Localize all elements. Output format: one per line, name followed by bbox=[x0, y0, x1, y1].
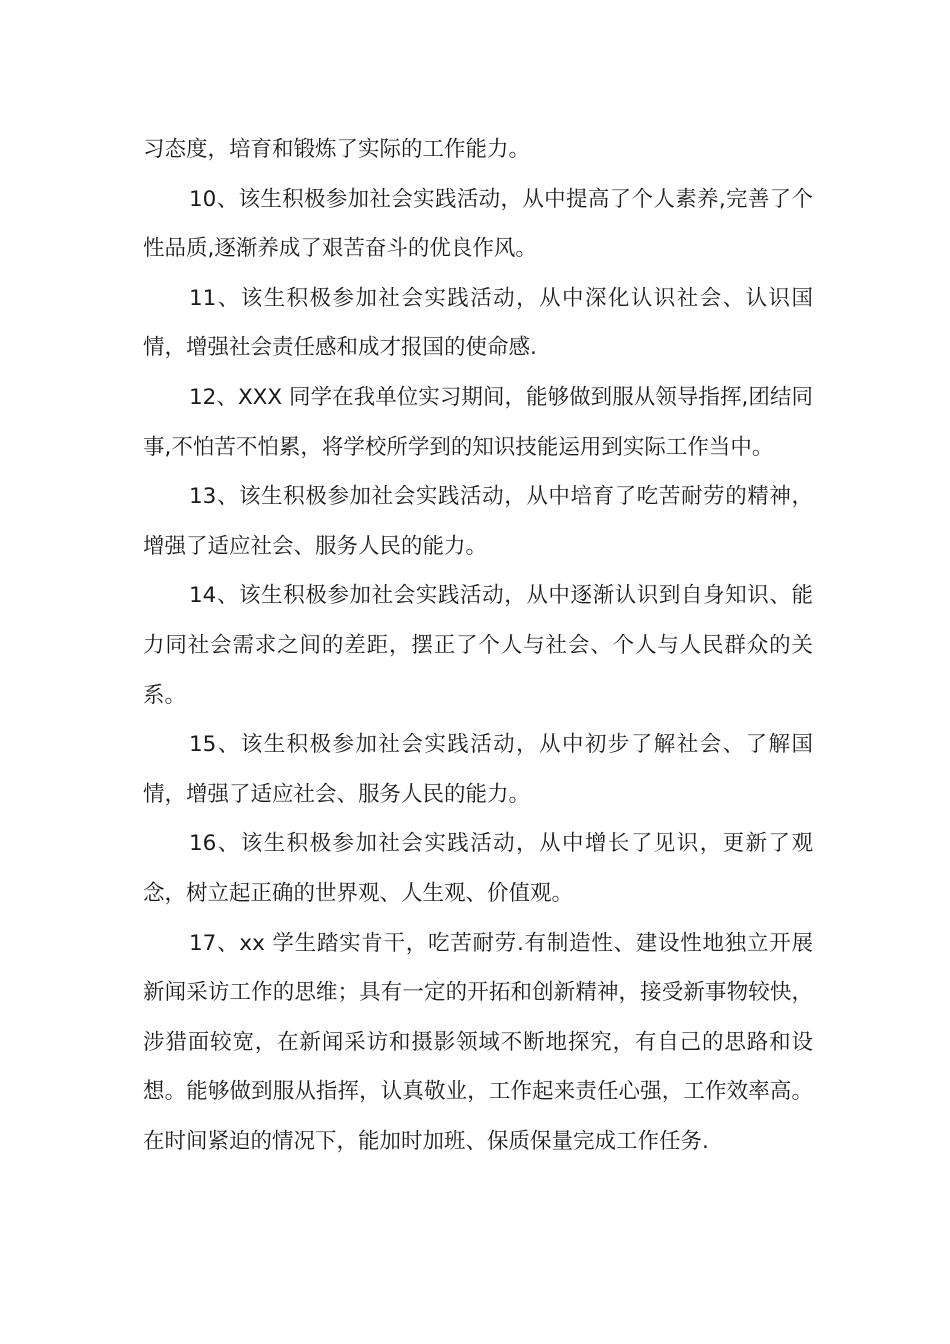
paragraph-item-10: 10、该生积极参加社会实践活动，从中提高了个人素养,完善了个性品质,逐渐养成了艰苦奋斗的优良作风。 bbox=[143, 186, 813, 262]
paragraph-item-14: 14、该生积极参加社会实践活动，从中逐渐认识到自身知识、能力同社会需求之间的差距，摆正了个人与社会、个人与人民群众的关系。 bbox=[143, 583, 813, 708]
paragraph-item-11: 11、该生积极参加社会实践活动，从中深化认识社会、认识国情，增强社会责任感和成才报国的使命感. bbox=[143, 285, 813, 361]
paragraph-item-12: 12、XXX 同学在我单位实习期间，能够做到服从领导指挥,团结同事,不怕苦不怕累，将学校所学到的知识技能运用到实际工作当中。 bbox=[143, 384, 813, 460]
paragraph-continuation: 习态度，培育和锻炼了实际的工作能力。 bbox=[143, 137, 531, 162]
paragraph-item-17: 17、xx 学生踏实肯干，吃苦耐劳.有制造性、建设性地独立开展新闻采访工作的思维；具有一定的开拓和创新精神，接受新事物较快，涉猎面较宽，在新闻采访和摄影领域不断地探究，有自己的思路和设想。能够做到服从指挥，认真敬业，工作起来责任心强，工作效率高。在时间紧迫的情况下，能加时加班、保质保量完成工作任务. bbox=[143, 930, 813, 1154]
paragraph-item-16: 16、该生积极参加社会实践活动，从中增长了见识，更新了观念，树立起正确的世界观、人生观、价值观。 bbox=[143, 831, 813, 906]
paragraph-item-15: 15、该生积极参加社会实践活动，从中初步了解社会、了解国情，增强了适应社会、服务人民的能力。 bbox=[143, 732, 813, 807]
document-body bbox=[143, 125, 813, 1166]
paragraph-item-13: 13、该生积极参加社会实践活动，从中培育了吃苦耐劳的精神，增强了适应社会、服务人民的能力。 bbox=[143, 484, 813, 559]
